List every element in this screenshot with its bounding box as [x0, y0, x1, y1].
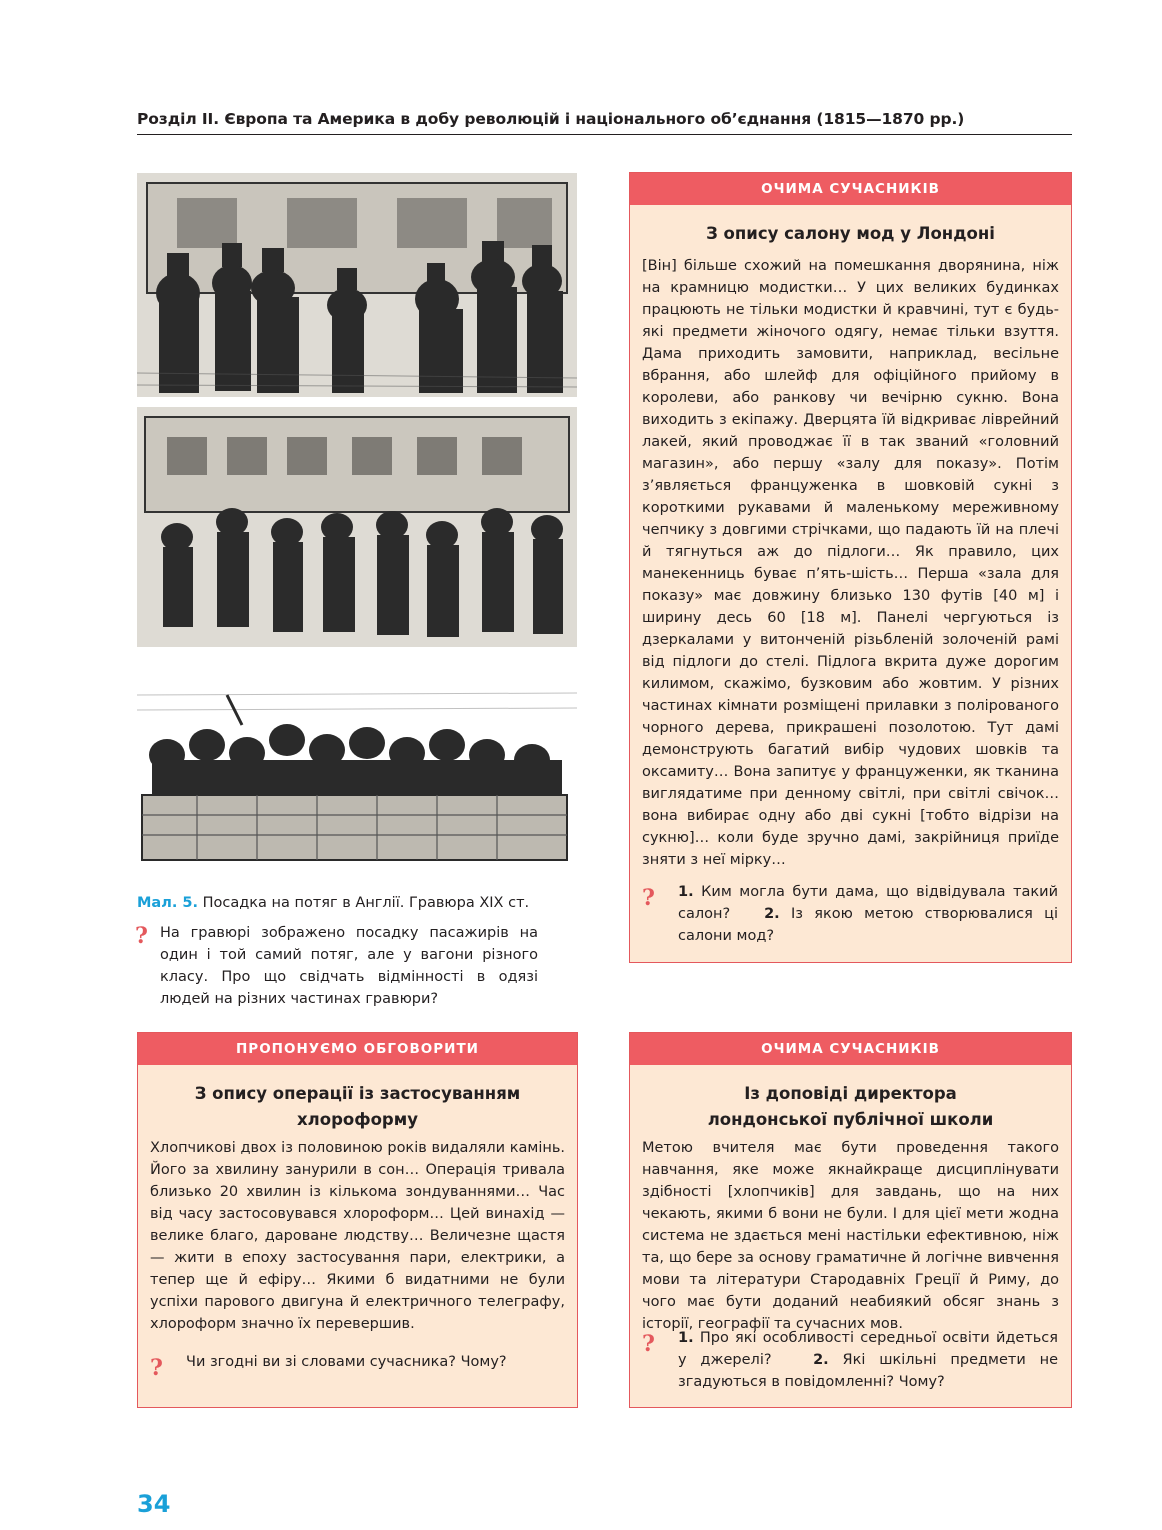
box-chloroform-text: Хлопчикові двох із половиною років видаляли камінь. Його за хвилину занурили в сон… Операція тривала близько 20 хвилин із кількома зондуваннями… Час від часу застосовувався хлороформ… Цей винахід — велике благо, дароване людству… Величезне щастя — жити в епоху застосування пари, електрики, а тепер ще й ефіру… Якими б видатними не були успіхи парового двигуна й електричного телеграфу, хлороформ значно їх перевершив. — [150, 1140, 565, 1332]
box-chloroform-label: ПРОПОНУЄМО ОБГОВОРИТИ — [138, 1033, 577, 1065]
question-icon: ? — [150, 1355, 163, 1381]
question-number: 1. — [678, 1330, 694, 1346]
title-line: хлороформу — [297, 1110, 418, 1129]
figure-question: На гравюрі зображено посадку пасажирів на один і той самий потяг, але у вагони різного класу. Про що свідчать відмінності в одязі людей на різних частинах гравюри? — [160, 925, 538, 1007]
engraving-first-class — [137, 173, 577, 397]
box-salon-text: [Він] більше схожий на помешкання дворянина, ніж на крамницю модистки… У цих великих будинках працюють не тільки модистки й кравчині, тут є будь-які предмети жіночого одягу, немає тільки взуття. Дама приходить замовити, наприклад, весільне вбрання, або шлейф для офіційного прийому в королеви, або ранкову чи вечірню сукню. Вона виходить з екіпажу. Дверцята їй відкриває ліврейний лакей, який проводжає її в так званий «головний магазин», або першу «залу для показу». Потім з’являється француженка в шовковій сукні з короткими рукавами й маленькому мереживному чепчику з довгими стрічками, що падають їй на плечі й тягнуться аж до підлоги… Як правило, цих манекенниць буває п’ять-шість… Перша «зала для показу» має довжину близько 130 футів [40 м] і ширину десь 60 [18 м]. Панелі чергуються із дзеркалами у витонченій різьбленій золоченій рамі від підлоги до стелі. Підлога вкрита дуже дорогим килимом, скажімо, бузковим або жовтим. У різних частинах кімнати розміщені прилавки з полірованого чорного дерева, прикрашені позолотою. Тут дамі демонструють багатий вибір чудових шовків та оксамиту… Вона запитує у француженки, як тканина виглядатиме при денному світлі, при світлі свічок… вона вибирає одну або дві сукні [тобто відрізи на сукню]… коли буде зручно дамі, закрійниця приїде зняти з неї мірку… — [642, 258, 1059, 868]
question-icon: ? — [642, 885, 655, 911]
question-icon: ? — [642, 1331, 655, 1357]
figure-caption — [137, 895, 577, 911]
page-number: 34 — [137, 1490, 171, 1518]
question-number: 2. — [813, 1352, 829, 1368]
question-1: Про які особливості середньої освіти йдеться у джерелі? — [678, 1330, 1059, 1368]
box-salon-label: ОЧИМА СУЧАСНИКІВ — [630, 173, 1071, 205]
question-icon: ? — [135, 923, 148, 949]
title-line: З опису операції із застосуванням — [194, 1084, 521, 1103]
box-school-title — [642, 1081, 1059, 1133]
box-salon-questions — [678, 881, 1058, 947]
box-chloroform — [137, 1032, 578, 1408]
engraving-second-class — [137, 407, 577, 647]
box-school-questions — [678, 1327, 1058, 1393]
question-2: Які шкільні предмети не згадуються в повідомленні? Чому? — [678, 1352, 1059, 1390]
question-2: Із якою метою створювалися ці салони мод? — [678, 906, 1059, 944]
question-number: 2. — [764, 906, 780, 922]
box-salon-title: З опису салону мод у Лондоні — [706, 224, 995, 243]
question-1: Ким могла бути дама, що відвідувала такий салон? — [678, 884, 1058, 922]
box-school-label: ОЧИМА СУЧАСНИКІВ — [630, 1033, 1071, 1065]
title-line: лондонської публічної школи — [707, 1110, 994, 1129]
box-school — [629, 1032, 1072, 1408]
title-line: Із доповіді директора — [744, 1084, 957, 1103]
box-chloroform-title — [150, 1081, 565, 1133]
figure-label: Мал. 5. — [137, 895, 198, 911]
question-number: 1. — [678, 884, 694, 900]
box-salon — [629, 172, 1072, 963]
engraving-third-class — [137, 665, 577, 865]
chapter-header: Розділ ІІ. Європа та Америка в добу революцій і національного об’єднання (1815—1870 рр.) — [137, 110, 1072, 135]
box-chloroform-question: Чи згодні ви зі словами сучасника? Чому? — [186, 1354, 507, 1370]
figure-caption-text: Посадка на потяг в Англії. Гравюра ХІХ ст. — [202, 895, 530, 911]
box-school-text: Метою вчителя має бути проведення такого навчання, яке може якнайкраще дисциплінувати здібності [хлопчиків] для завдань, що на них чекають, якими б вони не були. І для цієї мети жодна система не здається мені настільки ефективною, ніж та, що бере за основу граматичне й логічне вивчення мови та літератури Стародавніх Греції й Риму, до чого має бути доданий неабиякий обсяг знань з історії, географії та сучасних мов. — [642, 1140, 1059, 1332]
